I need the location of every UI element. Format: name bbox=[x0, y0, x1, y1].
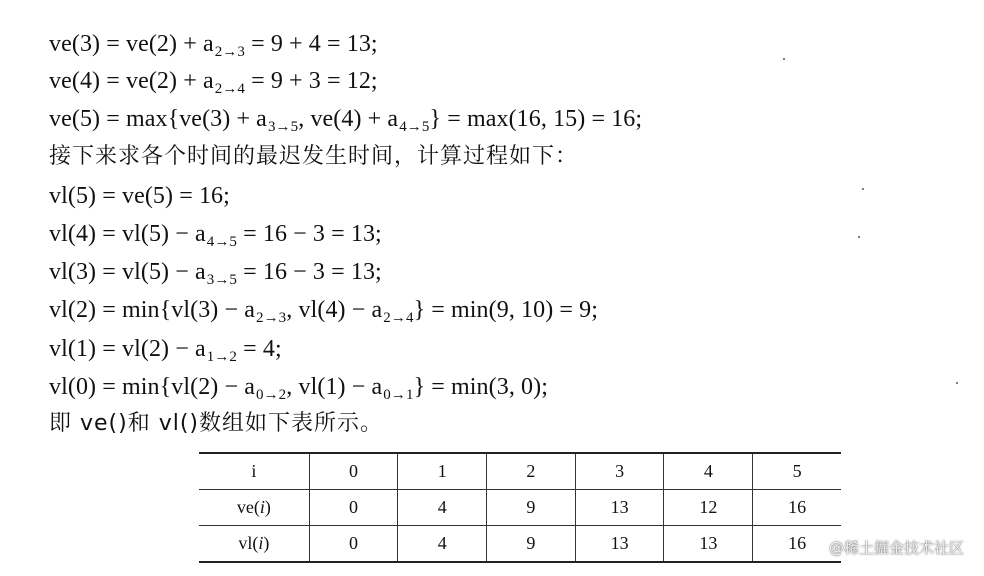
ve-vl-table bbox=[199, 452, 841, 563]
table-cell: 13 bbox=[664, 526, 753, 563]
watermark: @稀土掘金技术社区 bbox=[828, 539, 964, 557]
table-row-ve bbox=[199, 490, 841, 526]
table-cell: 9 bbox=[487, 526, 576, 563]
row-label-vl: vl(i) bbox=[199, 526, 309, 563]
table-cell: 4 bbox=[398, 526, 487, 563]
formula-line-vl5: vl(5) = ve(5) = 16; bbox=[49, 183, 230, 209]
formula-line-vl0: $vl(0) = \min\{vl(2) - a_{0\to 2}$, $vl(1) - a_{0\to 1}\} = \min(3$, 0); bbox=[49, 374, 549, 403]
formula-line-vl3: $vl(3) = vl(5) - a_{3\to 5} = 16 - 3 = 13$; bbox=[49, 259, 382, 288]
row-label-ve: ve(i) bbox=[199, 490, 309, 526]
table-cell: 4 bbox=[398, 490, 487, 526]
formula-line-vl1: $vl(1) = vl(2) - a_{1\to 2} = 4$; bbox=[49, 336, 282, 365]
table-cell: 9 bbox=[487, 490, 576, 526]
header-cell: 0 bbox=[309, 453, 398, 490]
header-cell: 1 bbox=[398, 453, 487, 490]
table-intro-text: 即 ve()和 vl()数组如下表所示。 bbox=[49, 411, 384, 436]
formula-line-ve4: $ve(4) = ve(2) + a_{2\to 4} = 9 + 3 = 12$; bbox=[49, 68, 378, 97]
header-cell: i bbox=[199, 453, 309, 490]
header-cell: 2 bbox=[487, 453, 576, 490]
header-cell: 5 bbox=[753, 453, 841, 490]
header-cell: 3 bbox=[575, 453, 664, 490]
formula-line-vl2: $vl(2) = \min\{vl(3) - a_{2\to 3}$, $vl(4) - a_{2\to 4}\} = \min(9$, 10) = 9; bbox=[49, 297, 599, 326]
scan-speck bbox=[862, 188, 864, 190]
table-cell: 0 bbox=[309, 526, 398, 563]
formula-line-vl4: $vl(4) = vl(5) - a_{4\to 5} = 16 - 3 = 13$; bbox=[49, 221, 382, 250]
table-cell: 13 bbox=[575, 490, 664, 526]
formula-line-ve3: $ve(3) = ve(2) + a_{2\to 3} = 9 + 4 = 13$; bbox=[49, 31, 378, 60]
scan-speck bbox=[783, 58, 785, 60]
table-cell: 13 bbox=[575, 526, 664, 563]
scan-speck bbox=[858, 236, 860, 238]
table-cell: 12 bbox=[664, 490, 753, 526]
table-cell: 16 bbox=[753, 526, 841, 563]
table-cell: 0 bbox=[309, 490, 398, 526]
header-cell: 4 bbox=[664, 453, 753, 490]
explanation-text: 接下来求各个时间的最迟发生时间，计算过程如下： bbox=[49, 144, 579, 169]
formula-line-ve5: $ve(5) = \max\{ve(3) + a_{3\to 5}$, $ve(4) + a_{4\to 5}\} = \max(16$, 15) = 16; bbox=[49, 106, 643, 135]
table-row-vl bbox=[199, 526, 841, 563]
scan-speck bbox=[956, 382, 958, 384]
table-cell: 16 bbox=[753, 490, 841, 526]
table-header-row bbox=[199, 453, 841, 490]
